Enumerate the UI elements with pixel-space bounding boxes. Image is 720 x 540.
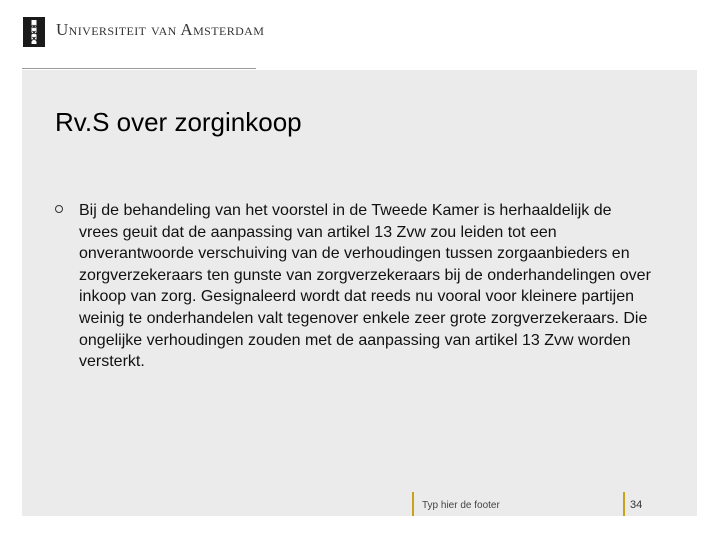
footer-divider-left (412, 492, 414, 516)
header-divider (22, 68, 256, 69)
bullet-circle-icon (55, 205, 63, 213)
bullet-text: Bij de behandeling van het voorstel in de Tweede Kamer is herhaaldelijk de vrees geuit dat de aanpassing van artikel 13 Zvw zou leiden tot een onverantwoorde verschuiving van de verhoudingen tussen zorgaanbieders en zorgverzekeraars ten gunste van zorgverzekeraars bij de onderhandelingen over inkoop van zorg. Gesignaleerd wordt dat reeds nu vooral voor kleinere partijen weinig te onderhandelen valt tegenover enkele zeer grote zorgverzekeraars. Die ongelijke verhoudingen zouden met de aanpassing van artikel 13 Zvw worden versterkt. (79, 202, 651, 371)
page-number: 34 (630, 499, 643, 511)
uva-shield-icon (23, 17, 45, 47)
footer-text: Typ hier de footer (422, 500, 500, 511)
bullet-list (55, 200, 655, 373)
list-item (55, 200, 655, 373)
slide-title: Rv.S over zorginkoop (55, 107, 302, 137)
institution-name: Universiteit van Amsterdam (56, 20, 265, 39)
footer-divider-right (623, 492, 625, 516)
